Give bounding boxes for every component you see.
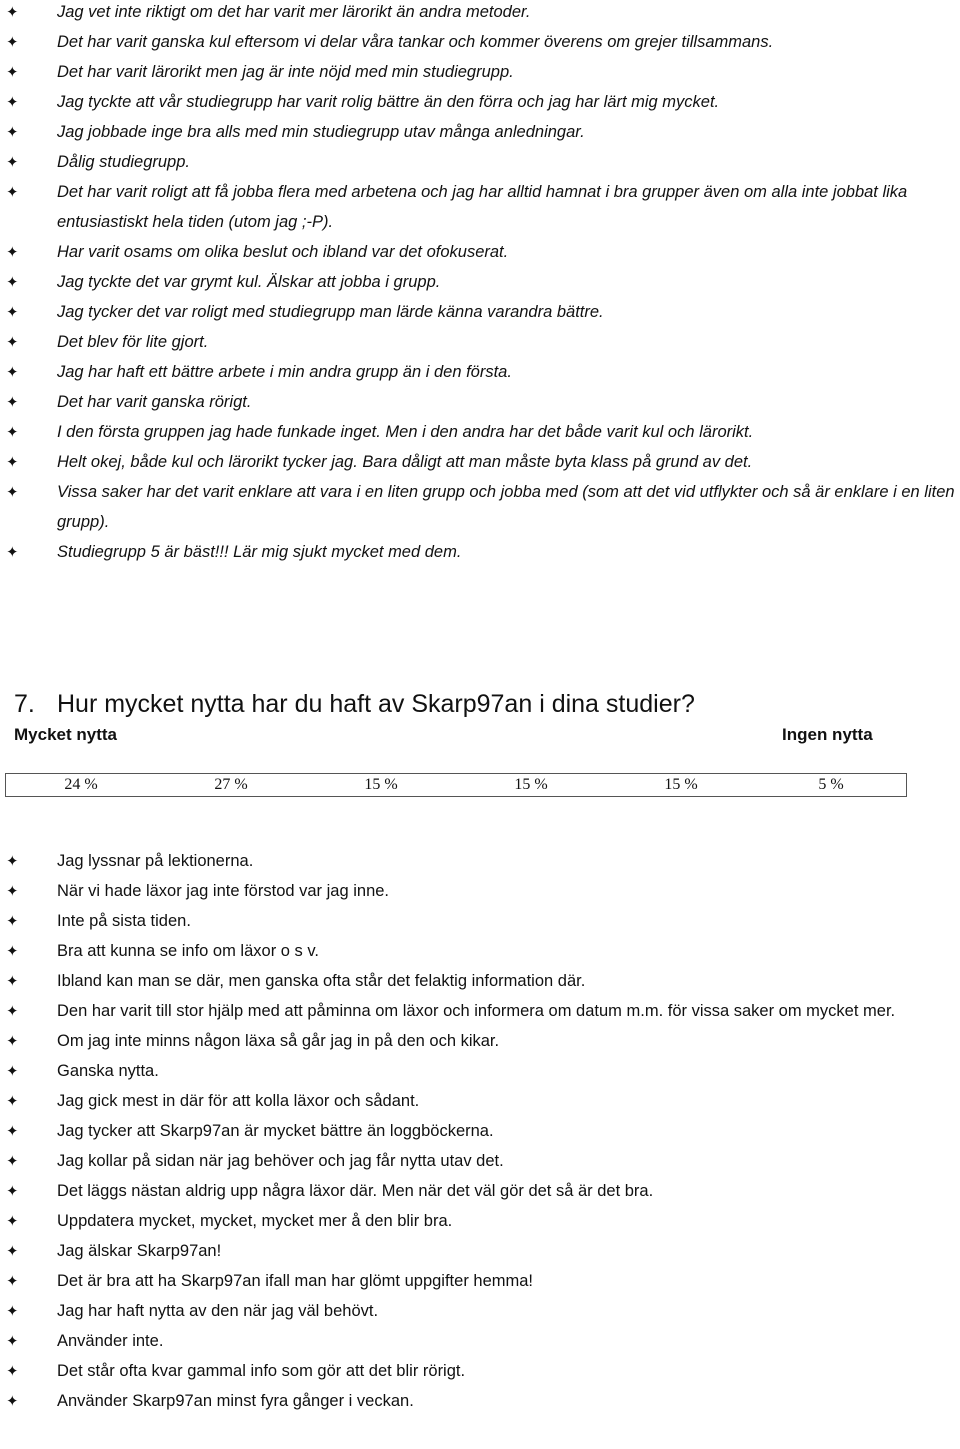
list-item [0, 417, 957, 447]
list-item [0, 936, 957, 966]
list-item [0, 327, 957, 357]
rating-cell: 24 % [64, 776, 98, 793]
list-item [0, 1356, 957, 1386]
list-item-text: Jag har haft ett bättre arbete i min andra grupp än i den första. [57, 363, 512, 381]
list-item-text: Den har varit till stor hjälp med att påminna om läxor och informera om datum m.m. för vissa saker om mycket mer. [57, 1002, 896, 1020]
star-bullet-icon: ✦ [6, 243, 19, 261]
star-bullet-icon: ✦ [6, 1122, 19, 1140]
rating-cell: 5 % [818, 776, 844, 793]
list-item-text: Jag jobbade inge bra alls med min studiegrupp utav många anledningar. [57, 123, 585, 141]
list-item-text: I den första gruppen jag hade funkade inget. Men i den andra har det både varit kul och lärorikt. [57, 423, 754, 441]
star-bullet-icon: ✦ [6, 852, 19, 870]
list-item [0, 1146, 957, 1176]
list-item-text: Jag tycker att Skarp97an är mycket bättre än loggböckerna. [57, 1122, 494, 1140]
star-bullet-icon: ✦ [6, 1062, 19, 1080]
list-item-text: Inte på sista tiden. [57, 912, 191, 930]
list-item [0, 237, 957, 267]
list-item [0, 177, 957, 237]
scale-left-label: Mycket nytta [14, 725, 117, 744]
list-item [0, 846, 957, 876]
list-item-text: Jag har haft nytta av den när jag väl behövt. [57, 1302, 379, 1320]
list-item [0, 1296, 957, 1326]
list-item [0, 477, 957, 537]
rating-cell: 15 % [364, 776, 398, 793]
star-bullet-icon: ✦ [6, 363, 19, 381]
question-number: 7. [14, 690, 35, 718]
list-item [0, 1086, 957, 1116]
comment-list-skarp97an [0, 846, 957, 1416]
list-item [0, 1116, 957, 1146]
list-item [0, 387, 957, 417]
star-bullet-icon: ✦ [6, 3, 19, 21]
star-bullet-icon: ✦ [6, 1392, 19, 1410]
star-bullet-icon: ✦ [6, 912, 19, 930]
star-bullet-icon: ✦ [6, 153, 19, 171]
star-bullet-icon: ✦ [6, 1362, 19, 1380]
list-item-text: Bra att kunna se info om läxor o s v. [57, 942, 319, 960]
list-item-text: Jag vet inte riktigt om det har varit mer lärorikt än andra metoder. [57, 3, 531, 21]
star-bullet-icon: ✦ [6, 942, 19, 960]
star-bullet-icon: ✦ [6, 423, 19, 441]
list-item-text: Använder Skarp97an minst fyra gånger i veckan. [57, 1392, 414, 1410]
list-item-text: Jag gick mest in där för att kolla läxor och sådant. [57, 1092, 420, 1110]
list-item [0, 906, 957, 936]
list-item-text: Använder inte. [57, 1332, 164, 1350]
list-item [0, 1386, 957, 1416]
list-item-text: Vissa saker har det varit enklare att vara i en liten grupp och jobba med (som att det vid utflykter och så är enklare i en liten grupp). [57, 483, 955, 531]
list-item [0, 537, 957, 567]
list-item-text: Det står ofta kvar gammal info som gör att det blir rörigt. [57, 1362, 466, 1380]
list-item [0, 1236, 957, 1266]
star-bullet-icon: ✦ [6, 273, 19, 291]
star-bullet-icon: ✦ [6, 1152, 19, 1170]
rating-cell: 15 % [664, 776, 698, 793]
list-item-text: Jag tycker det var roligt med studiegrupp man lärde känna varandra bättre. [57, 303, 604, 321]
question-heading [14, 690, 695, 719]
list-item-text: Jag tyckte det var grymt kul. Älskar att jobba i grupp. [57, 273, 441, 291]
rating-cell: 27 % [214, 776, 248, 793]
list-item-text: Jag lyssnar på lektionerna. [57, 852, 254, 870]
list-item [0, 1266, 957, 1296]
star-bullet-icon: ✦ [6, 1272, 19, 1290]
star-bullet-icon: ✦ [6, 1002, 19, 1020]
star-bullet-icon: ✦ [6, 183, 19, 201]
list-item-text: Det är bra att ha Skarp97an ifall man har glömt uppgifter hemma! [57, 1272, 533, 1290]
list-item [0, 357, 957, 387]
star-bullet-icon: ✦ [6, 33, 19, 51]
star-bullet-icon: ✦ [6, 303, 19, 321]
list-item-text: Ganska nytta. [57, 1062, 159, 1080]
star-bullet-icon: ✦ [6, 882, 19, 900]
list-item-text: Det har varit lärorikt men jag är inte nöjd med min studiegrupp. [57, 63, 514, 81]
star-bullet-icon: ✦ [6, 93, 19, 111]
star-bullet-icon: ✦ [6, 1032, 19, 1050]
star-bullet-icon: ✦ [6, 1332, 19, 1350]
list-item-text: Jag kollar på sidan när jag behöver och jag får nytta utav det. [57, 1152, 504, 1170]
star-bullet-icon: ✦ [6, 1242, 19, 1260]
scale-right-label: Ingen nytta [782, 725, 873, 744]
list-item [0, 1056, 957, 1086]
comment-list-group-work [0, 0, 957, 567]
question-text: Hur mycket nytta har du haft av Skarp97an i dina studier? [57, 690, 695, 718]
list-item [0, 267, 957, 297]
rating-cell: 15 % [514, 776, 548, 793]
list-item-text: Det har varit ganska kul eftersom vi delar våra tankar och kommer överens om grejer tillsammans. [57, 33, 774, 51]
star-bullet-icon: ✦ [6, 333, 19, 351]
list-item [0, 297, 957, 327]
list-item-text: Har varit osams om olika beslut och ibland var det ofokuserat. [57, 243, 509, 261]
rating-table [5, 773, 907, 797]
star-bullet-icon: ✦ [6, 483, 19, 501]
star-bullet-icon: ✦ [6, 1212, 19, 1230]
list-item-text: Ibland kan man se där, men ganska ofta står det felaktig information där. [57, 972, 586, 990]
list-item-text: Studiegrupp 5 är bäst!!! Lär mig sjukt mycket med dem. [57, 543, 462, 561]
list-item [0, 57, 957, 87]
star-bullet-icon: ✦ [6, 1182, 19, 1200]
star-bullet-icon: ✦ [6, 1302, 19, 1320]
star-bullet-icon: ✦ [6, 63, 19, 81]
list-item [0, 876, 957, 906]
star-bullet-icon: ✦ [6, 543, 19, 561]
list-item-text: Det blev för lite gjort. [57, 333, 209, 351]
list-item [0, 996, 957, 1026]
list-item [0, 27, 957, 57]
list-item-text: Uppdatera mycket, mycket, mycket mer å den blir bra. [57, 1212, 453, 1230]
star-bullet-icon: ✦ [6, 453, 19, 471]
list-item-text: Det har varit roligt att få jobba flera med arbetena och jag har alltid hamnat i bra grupper även om alla inte jobbat lika entusiastiskt hela tiden (utom jag ;-P). [57, 183, 908, 231]
star-bullet-icon: ✦ [6, 123, 19, 141]
list-item-text: När vi hade läxor jag inte förstod var jag inne. [57, 882, 390, 900]
list-item-text: Jag älskar Skarp97an! [57, 1242, 222, 1260]
list-item [0, 1326, 957, 1356]
star-bullet-icon: ✦ [6, 393, 19, 411]
list-item [0, 147, 957, 177]
list-item [0, 966, 957, 996]
list-item-text: Om jag inte minns någon läxa så går jag in på den och kikar. [57, 1032, 500, 1050]
star-bullet-icon: ✦ [6, 972, 19, 990]
list-item-text: Dålig studiegrupp. [57, 153, 190, 171]
list-item [0, 1026, 957, 1056]
list-item [0, 87, 957, 117]
list-item [0, 0, 957, 27]
star-bullet-icon: ✦ [6, 1092, 19, 1110]
list-item [0, 117, 957, 147]
list-item-text: Helt okej, både kul och lärorikt tycker jag. Bara dåligt att man måste byta klass på grund av det. [57, 453, 753, 471]
list-item [0, 1176, 957, 1206]
list-item-text: Jag tyckte att vår studiegrupp har varit rolig bättre än den förra och jag har lärt mig mycket. [57, 93, 720, 111]
list-item [0, 447, 957, 477]
list-item [0, 1206, 957, 1236]
list-item-text: Det läggs nästan aldrig upp några läxor där. Men när det väl gör det så är det bra. [57, 1182, 654, 1200]
list-item-text: Det har varit ganska rörigt. [57, 393, 252, 411]
